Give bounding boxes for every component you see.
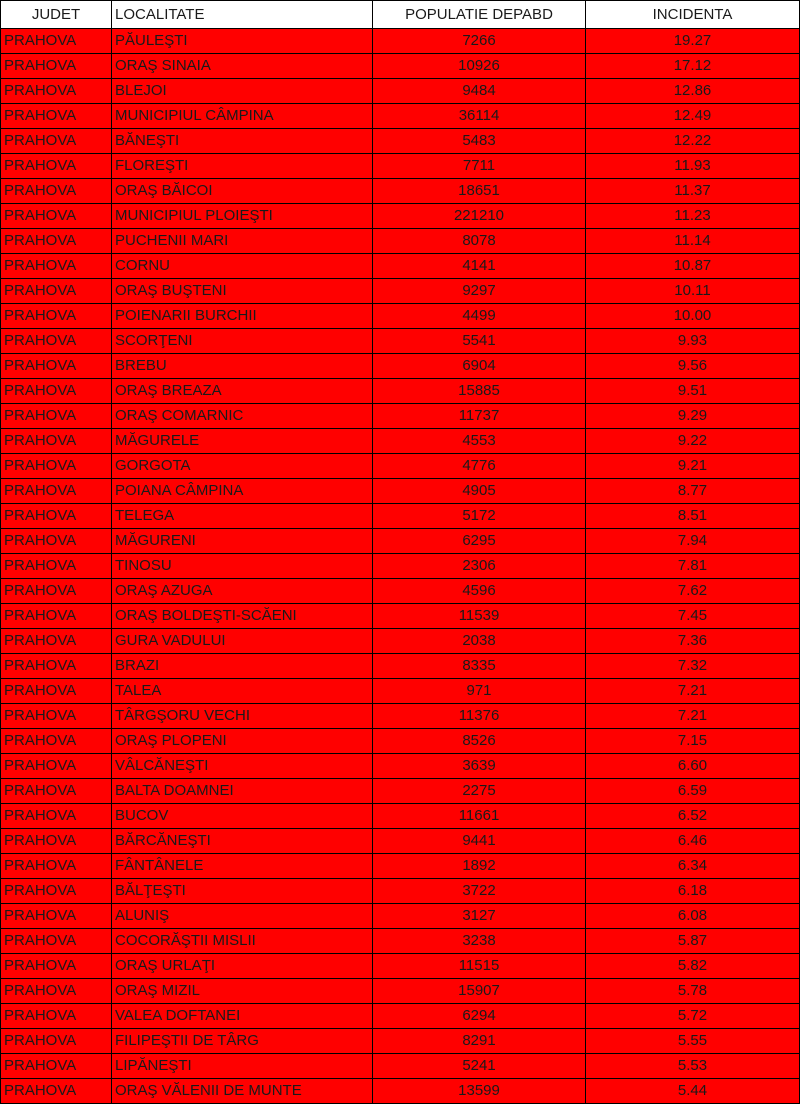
judet-cell: PRAHOVA: [1, 854, 112, 879]
table-row: [1, 954, 800, 979]
column-header-judet: JUDET: [1, 1, 112, 29]
incidenta-cell: 9.29: [586, 404, 800, 429]
populatie-cell: 3127: [373, 904, 586, 929]
localitate-cell: VÂLCĂNEŞTI: [112, 754, 373, 779]
incidenta-cell: 7.21: [586, 679, 800, 704]
populatie-cell: 15885: [373, 379, 586, 404]
incidenta-cell: 5.78: [586, 979, 800, 1004]
judet-cell: PRAHOVA: [1, 54, 112, 79]
populatie-cell: 4499: [373, 304, 586, 329]
localitate-cell: GURA VADULUI: [112, 629, 373, 654]
table-row: [1, 779, 800, 804]
incidenta-cell: 9.56: [586, 354, 800, 379]
judet-cell: PRAHOVA: [1, 504, 112, 529]
localitate-cell: COCORĂŞTII MISLII: [112, 929, 373, 954]
incidenta-cell: 5.53: [586, 1054, 800, 1079]
incidenta-cell: 5.55: [586, 1029, 800, 1054]
table-row: [1, 329, 800, 354]
judet-cell: PRAHOVA: [1, 904, 112, 929]
table-row: [1, 379, 800, 404]
localitate-cell: TALEA: [112, 679, 373, 704]
populatie-cell: 6294: [373, 1004, 586, 1029]
table-row: [1, 879, 800, 904]
table-row: [1, 929, 800, 954]
localitate-cell: BALTA DOAMNEI: [112, 779, 373, 804]
localitate-cell: BĂNEŞTI: [112, 129, 373, 154]
localitate-cell: TÂRGŞORU VECHI: [112, 704, 373, 729]
incidenta-cell: 6.59: [586, 779, 800, 804]
table-row: [1, 804, 800, 829]
column-header-populatie: POPULATIE DEPABD: [373, 1, 586, 29]
table-row: [1, 204, 800, 229]
judet-cell: PRAHOVA: [1, 129, 112, 154]
table-row: [1, 704, 800, 729]
incidenta-cell: 9.51: [586, 379, 800, 404]
localitate-cell: FILIPEŞTII DE TÂRG: [112, 1029, 373, 1054]
judet-cell: PRAHOVA: [1, 454, 112, 479]
localitate-cell: TELEGA: [112, 504, 373, 529]
incidenta-cell: 7.45: [586, 604, 800, 629]
incidenta-cell: 6.08: [586, 904, 800, 929]
incidenta-cell: 9.21: [586, 454, 800, 479]
judet-cell: PRAHOVA: [1, 1054, 112, 1079]
populatie-cell: 7711: [373, 154, 586, 179]
localitate-cell: BUCOV: [112, 804, 373, 829]
incidenta-cell: 6.60: [586, 754, 800, 779]
table-row: [1, 404, 800, 429]
judet-cell: PRAHOVA: [1, 754, 112, 779]
localitate-cell: CORNU: [112, 254, 373, 279]
table-row: [1, 1054, 800, 1079]
judet-cell: PRAHOVA: [1, 104, 112, 129]
localitate-cell: FLOREŞTI: [112, 154, 373, 179]
localitate-cell: ORAŞ BUŞTENI: [112, 279, 373, 304]
populatie-cell: 4141: [373, 254, 586, 279]
judet-cell: PRAHOVA: [1, 279, 112, 304]
table-row: [1, 29, 800, 54]
table-row: [1, 1029, 800, 1054]
populatie-cell: 2038: [373, 629, 586, 654]
table-row: [1, 979, 800, 1004]
judet-cell: PRAHOVA: [1, 954, 112, 979]
populatie-cell: 18651: [373, 179, 586, 204]
judet-cell: PRAHOVA: [1, 179, 112, 204]
localitate-cell: ORAŞ BOLDEŞTI-SCĂENI: [112, 604, 373, 629]
populatie-cell: 6904: [373, 354, 586, 379]
judet-cell: PRAHOVA: [1, 329, 112, 354]
localitate-cell: ORAŞ MIZIL: [112, 979, 373, 1004]
table-row: [1, 354, 800, 379]
judet-cell: PRAHOVA: [1, 304, 112, 329]
incidenta-cell: 7.15: [586, 729, 800, 754]
populatie-cell: 5172: [373, 504, 586, 529]
incidenta-cell: 5.72: [586, 1004, 800, 1029]
incidenta-cell: 7.62: [586, 579, 800, 604]
incidenta-cell: 5.87: [586, 929, 800, 954]
table-row: [1, 429, 800, 454]
localitate-cell: VALEA DOFTANEI: [112, 1004, 373, 1029]
judet-cell: PRAHOVA: [1, 779, 112, 804]
table-row: [1, 729, 800, 754]
table-row: [1, 54, 800, 79]
populatie-cell: 11515: [373, 954, 586, 979]
judet-cell: PRAHOVA: [1, 704, 112, 729]
localitate-cell: BLEJOI: [112, 79, 373, 104]
judet-cell: PRAHOVA: [1, 529, 112, 554]
judet-cell: PRAHOVA: [1, 29, 112, 54]
populatie-cell: 11539: [373, 604, 586, 629]
table-row: [1, 629, 800, 654]
judet-cell: PRAHOVA: [1, 1004, 112, 1029]
column-header-localitate: LOCALITATE: [112, 1, 373, 29]
localitate-cell: LIPĂNEŞTI: [112, 1054, 373, 1079]
populatie-cell: 3639: [373, 754, 586, 779]
judet-cell: PRAHOVA: [1, 604, 112, 629]
judet-cell: PRAHOVA: [1, 254, 112, 279]
localitate-cell: MĂGURENI: [112, 529, 373, 554]
incidenta-cell: 17.12: [586, 54, 800, 79]
table-row: [1, 79, 800, 104]
populatie-cell: 9297: [373, 279, 586, 304]
localitate-cell: POIENARII BURCHII: [112, 304, 373, 329]
populatie-cell: 8078: [373, 229, 586, 254]
populatie-cell: 9484: [373, 79, 586, 104]
judet-cell: PRAHOVA: [1, 679, 112, 704]
populatie-cell: 5483: [373, 129, 586, 154]
table-row: [1, 854, 800, 879]
incidenta-cell: 12.49: [586, 104, 800, 129]
localitate-cell: ORAŞ PLOPENI: [112, 729, 373, 754]
judet-cell: PRAHOVA: [1, 829, 112, 854]
table-row: [1, 679, 800, 704]
incidenta-cell: 6.18: [586, 879, 800, 904]
table-body: [1, 29, 800, 1104]
localitate-cell: BĂRCĂNEŞTI: [112, 829, 373, 854]
incidenta-cell: 7.94: [586, 529, 800, 554]
incidenta-cell: 6.34: [586, 854, 800, 879]
table-row: [1, 529, 800, 554]
populatie-cell: 971: [373, 679, 586, 704]
incidenta-cell: 10.11: [586, 279, 800, 304]
localitate-cell: ORAŞ COMARNIC: [112, 404, 373, 429]
header-row: [1, 1, 800, 29]
populatie-cell: 5541: [373, 329, 586, 354]
table-row: [1, 904, 800, 929]
incidenta-cell: 19.27: [586, 29, 800, 54]
incidenta-cell: 8.77: [586, 479, 800, 504]
localitate-cell: PUCHENII MARI: [112, 229, 373, 254]
judet-cell: PRAHOVA: [1, 404, 112, 429]
populatie-cell: 6295: [373, 529, 586, 554]
table-row: [1, 654, 800, 679]
table-row: [1, 1004, 800, 1029]
localitate-cell: MUNICIPIUL PLOIEŞTI: [112, 204, 373, 229]
judet-cell: PRAHOVA: [1, 379, 112, 404]
populatie-cell: 13599: [373, 1079, 586, 1104]
incidenta-cell: 9.22: [586, 429, 800, 454]
incidenta-cell: 11.37: [586, 179, 800, 204]
incidenta-cell: 11.14: [586, 229, 800, 254]
incidenta-cell: 7.81: [586, 554, 800, 579]
judet-cell: PRAHOVA: [1, 729, 112, 754]
populatie-cell: 4905: [373, 479, 586, 504]
table-row: [1, 754, 800, 779]
populatie-cell: 8526: [373, 729, 586, 754]
populatie-cell: 3722: [373, 879, 586, 904]
incidenta-cell: 7.32: [586, 654, 800, 679]
column-header-incidenta: INCIDENTA: [586, 1, 800, 29]
table-row: [1, 454, 800, 479]
localitate-cell: BRAZI: [112, 654, 373, 679]
localitate-cell: ALUNIŞ: [112, 904, 373, 929]
populatie-cell: 8291: [373, 1029, 586, 1054]
populatie-cell: 3238: [373, 929, 586, 954]
populatie-cell: 2306: [373, 554, 586, 579]
incidenta-cell: 11.93: [586, 154, 800, 179]
table-row: [1, 179, 800, 204]
populatie-cell: 4596: [373, 579, 586, 604]
incidenta-cell: 10.87: [586, 254, 800, 279]
table-row: [1, 604, 800, 629]
localitate-cell: ORAŞ BREAZA: [112, 379, 373, 404]
localitate-cell: GORGOTA: [112, 454, 373, 479]
table-row: [1, 254, 800, 279]
judet-cell: PRAHOVA: [1, 879, 112, 904]
localitate-cell: SCORŢENI: [112, 329, 373, 354]
populatie-cell: 9441: [373, 829, 586, 854]
incidenta-cell: 5.82: [586, 954, 800, 979]
judet-cell: PRAHOVA: [1, 229, 112, 254]
judet-cell: PRAHOVA: [1, 79, 112, 104]
table-row: [1, 504, 800, 529]
judet-cell: PRAHOVA: [1, 929, 112, 954]
judet-cell: PRAHOVA: [1, 629, 112, 654]
incidenta-cell: 5.44: [586, 1079, 800, 1104]
judet-cell: PRAHOVA: [1, 354, 112, 379]
incidenta-cell: 11.23: [586, 204, 800, 229]
localitate-cell: ORAŞ VĂLENII DE MUNTE: [112, 1079, 373, 1104]
populatie-cell: 4776: [373, 454, 586, 479]
judet-cell: PRAHOVA: [1, 1029, 112, 1054]
populatie-cell: 8335: [373, 654, 586, 679]
localitate-cell: ORAŞ URLAŢI: [112, 954, 373, 979]
populatie-cell: 10926: [373, 54, 586, 79]
localitate-cell: BĂLŢEŞTI: [112, 879, 373, 904]
table-row: [1, 479, 800, 504]
populatie-cell: 7266: [373, 29, 586, 54]
table-row: [1, 1079, 800, 1104]
judet-cell: PRAHOVA: [1, 154, 112, 179]
judet-cell: PRAHOVA: [1, 479, 112, 504]
incidenta-cell: 9.93: [586, 329, 800, 354]
populatie-cell: 1892: [373, 854, 586, 879]
localitate-cell: MĂGURELE: [112, 429, 373, 454]
judet-cell: PRAHOVA: [1, 804, 112, 829]
localitate-cell: FÂNTÂNELE: [112, 854, 373, 879]
incidenta-cell: 12.86: [586, 79, 800, 104]
incidenta-cell: 6.46: [586, 829, 800, 854]
table-row: [1, 104, 800, 129]
table-row: [1, 279, 800, 304]
populatie-cell: 4553: [373, 429, 586, 454]
table-row: [1, 579, 800, 604]
table-row: [1, 229, 800, 254]
judet-cell: PRAHOVA: [1, 654, 112, 679]
localitate-cell: MUNICIPIUL CÂMPINA: [112, 104, 373, 129]
table-row: [1, 129, 800, 154]
localitate-cell: PĂULEŞTI: [112, 29, 373, 54]
incidenta-cell: 8.51: [586, 504, 800, 529]
judet-cell: PRAHOVA: [1, 1079, 112, 1104]
populatie-cell: 11376: [373, 704, 586, 729]
localitate-cell: ORAŞ AZUGA: [112, 579, 373, 604]
incidenta-cell: 12.22: [586, 129, 800, 154]
localitate-cell: POIANA CÂMPINA: [112, 479, 373, 504]
populatie-cell: 11737: [373, 404, 586, 429]
judet-cell: PRAHOVA: [1, 579, 112, 604]
localitate-cell: BREBU: [112, 354, 373, 379]
populatie-cell: 221210: [373, 204, 586, 229]
table-row: [1, 554, 800, 579]
table-row: [1, 829, 800, 854]
judet-cell: PRAHOVA: [1, 554, 112, 579]
judet-cell: PRAHOVA: [1, 429, 112, 454]
incidenta-cell: 7.36: [586, 629, 800, 654]
table-row: [1, 154, 800, 179]
populatie-cell: 36114: [373, 104, 586, 129]
populatie-cell: 15907: [373, 979, 586, 1004]
localitate-cell: ORAŞ SINAIA: [112, 54, 373, 79]
localitate-cell: TINOSU: [112, 554, 373, 579]
judet-cell: PRAHOVA: [1, 979, 112, 1004]
incidenta-cell: 10.00: [586, 304, 800, 329]
incidenta-cell: 7.21: [586, 704, 800, 729]
table-row: [1, 304, 800, 329]
populatie-cell: 5241: [373, 1054, 586, 1079]
populatie-cell: 2275: [373, 779, 586, 804]
judet-cell: PRAHOVA: [1, 204, 112, 229]
localitate-cell: ORAŞ BĂICOI: [112, 179, 373, 204]
populatie-cell: 11661: [373, 804, 586, 829]
incidenta-cell: 6.52: [586, 804, 800, 829]
